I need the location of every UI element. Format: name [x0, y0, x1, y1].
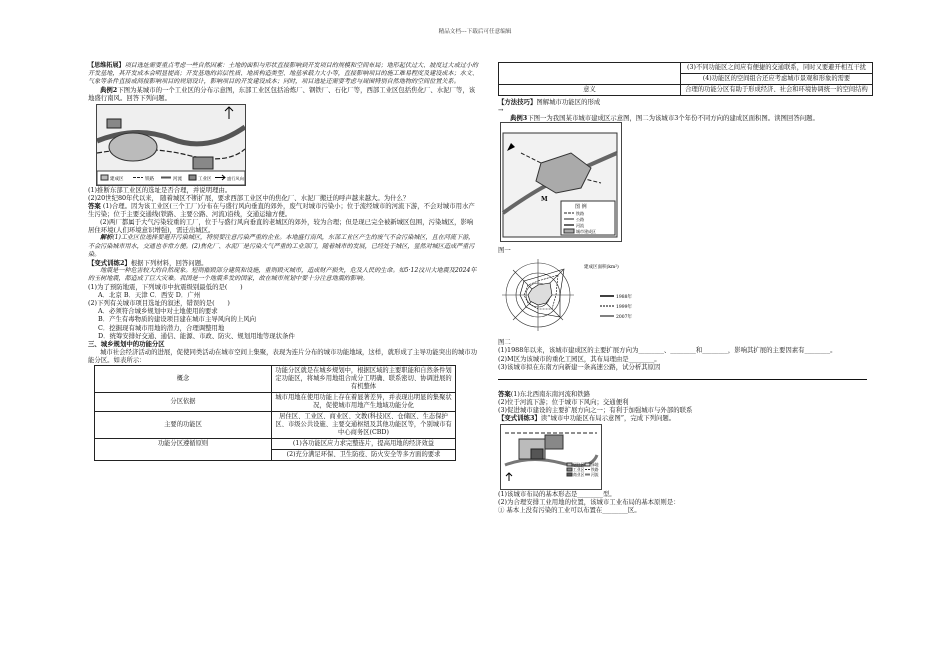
table-head: 意义: [499, 85, 681, 96]
variation-q2: (2)下列有关城市项目选址的叙述，错误的是( ): [88, 299, 230, 308]
method-title: 【方法技巧】: [498, 98, 537, 106]
answer-label: 答案: [88, 202, 101, 211]
option-c: C．挖掘现有城市用地的潜力，合理调整用地: [98, 323, 225, 332]
variation-3: [498, 414, 873, 422]
example3-label: 典例3: [510, 114, 528, 123]
figure1-caption: 图一: [498, 246, 511, 255]
table-cell: 功能分区就是在城乡规划中，根据区域的主要职能和自然条件划定功能区，将城乡用地组合成分工明确、联系密切、协调进展的有机整体: [272, 365, 456, 392]
material: 地震是一种危害较大的自然现象。短则摧毁部分建筑和设施，重则毁灭城市，造成财产损失，危及人民的生命。如5·12汶川大地震及2024年的玉树地震，都造成了巨大灾难。我国是一个地震多发的国家，故在城市规划中要十分注意地震的影响。: [88, 266, 477, 282]
city-map-svg: [501, 123, 621, 241]
method-text: 图解城市功能区的形成: [536, 98, 601, 106]
table-cell: (4)功能区的空间组合还应考虑城市景观和形象的需要: [681, 74, 873, 85]
wind-arrow-icon: [506, 473, 512, 481]
table-head: 功能分区遵循原则: [95, 438, 272, 460]
variation-q1: (1)该城市布局的基本形态是________型。: [498, 490, 616, 499]
answer-blank-line: [498, 371, 867, 380]
direction-area-chart: [498, 254, 678, 336]
analysis: [88, 234, 478, 258]
answer-label: 答案: [498, 389, 511, 398]
function-zone-table: [94, 365, 456, 461]
variation-2: [88, 259, 478, 267]
answer-1-text: (1)合理。因为该工业区(三个工厂)分布在与盛行风向垂直的郊外，废气对城市污染小；位于流经城市的河流下游，不会对城市用水产生污染；位于主要交通线(铁路、主要公路、河流)沿线，交通运输方便。: [88, 202, 475, 219]
function-zone-map: [500, 424, 602, 490]
variation-2-text: 根据下列材料，回答问题。: [130, 258, 208, 267]
example3: [498, 114, 873, 122]
arrow-glyph: →: [498, 106, 504, 115]
series-1999: 1999年: [616, 305, 632, 311]
map-legend-1: 铁路: [576, 211, 584, 217]
variation-3-text: 读“城市中功能区布局示意图”，完成下列问题。: [540, 414, 676, 423]
example3-text: 下图一为我国某市城市建成区示意图，图二为该城市3个年份不同方向的建成区面积图。读图回答问题。: [527, 114, 819, 123]
section-3-heading: 三、城乡规划中的功能分区: [88, 339, 165, 348]
map-legend-2: 公路: [576, 217, 584, 223]
industrial-zone: [545, 435, 563, 449]
question-3: (3)该城市拟在东南方向新建一条高速公路，试分析其原因: [498, 362, 661, 371]
answer-2: (2)两厂都属于大气污染较重的工厂，位于与盛行风向垂直的老城区的郊外，较为合理；但是现已完全被新城区包围，污染城区，影响居住环境(人们环境意识增强)，需迁出城区。: [88, 218, 474, 235]
table-cell: (2)充分满足环保、卫生防疫、防火安全等多方面的要求: [272, 449, 456, 460]
question-2: (2)M区为该城市的重化工园区，其布局理由是________。: [498, 354, 661, 363]
legend-3: 河流: [173, 176, 182, 182]
option-b: B．产生有毒物质的建设项目建在城市主导风向的上风向: [98, 315, 257, 324]
industrial-zone-map: [96, 104, 246, 186]
table-cell: 城市用地在使用功能上存在着显著差异，并表现出明显的集聚状况，促使城市用地产生地域功能分化: [272, 392, 456, 411]
map-legend-4: 城市建成区: [576, 229, 596, 235]
variation-q1-options: A．北京 B．天津 C．西安 D．广州: [98, 291, 201, 300]
answer-1: [498, 390, 873, 398]
map-legend-3: 河流: [576, 223, 584, 229]
zone-legend-3: 商业区: [573, 472, 585, 478]
series-2007: 2007年: [616, 315, 632, 321]
question-1: (1)1988年以来，该城市建成区的主要扩展方向为________、________和________，影响其扩展的主要因素有________。: [498, 346, 837, 355]
legend-1: 建成区: [110, 176, 124, 182]
map-legend-title: 图 例: [575, 204, 587, 211]
table-head: [499, 63, 681, 85]
table-cell: (3)不同功能区之间应有便捷的交通联系，同时又要避开相互干扰: [681, 63, 873, 74]
table-row: [499, 63, 873, 74]
series-1988: 1988年: [616, 295, 632, 301]
legend-5: 盛行风向: [227, 175, 244, 181]
example2-label: 典例2: [100, 85, 118, 94]
analysis-label: 解析: [100, 234, 113, 242]
table-head: 分区依据: [95, 392, 272, 411]
industrial-zone-map-svg: [97, 105, 245, 185]
section-3-text: 城市社会经济活动的进展，促使同类活动在城市空间上集聚，表现为连片分布的城市功能地域，这样，就形成了主导功能突出的城市功能分区。如表所示：: [88, 347, 478, 364]
option-d: D．统筹安排好交通、通信、能源、市政、防灾、规划用地等现状条件: [98, 331, 295, 340]
analysis-text: (1)工业区位选择要避开污染城区，特别要注意污染严重的企业。本地盛行南风，东部工业区产生的废气不会污染城区，且在河流下游，不会污染城市用水，交通也非常方便。(2)焦化厂、水泥厂是污染大气严重的工业部门，随着城市的发展，已经处于城区，显然对城区造成严重污染。: [88, 234, 475, 258]
zone-legend-5: 铁路: [591, 467, 599, 473]
table-row: [499, 85, 873, 96]
table-head: 概念: [95, 365, 272, 392]
page-header: 精品文档---下载后可任意编辑: [438, 29, 512, 35]
variation-q2: (2)为合理安排工业用地的位置，该城市工业布局的基本原则是：: [498, 498, 680, 507]
option-a: A．必须符合城乡规划中对土地使用的要求: [98, 307, 218, 316]
city-built-up-map: [500, 122, 622, 242]
table-cell: 合理的功能分区有助于形成经济、社会和环境协调统一的空间结构: [681, 85, 873, 96]
legend-2: 铁路: [145, 176, 154, 182]
function-zone-map-svg: [501, 425, 601, 489]
thinking-paragraph: [88, 62, 478, 86]
legend-4: 工业区: [198, 176, 212, 182]
example2-text: 下图为某城市的一个工业区的分布示意图，东部工业区包括冶炼厂、钢铁厂、石化厂等，西部工业区包括焦化厂、水泥厂等，该地盛行南风。回答下列问题。: [88, 85, 476, 102]
built-up-area: [109, 133, 157, 161]
table-cell: (1)各功能区应力求完整连片，提高用地的经济效益: [272, 438, 456, 449]
variation-3-title: 【变式训练3】: [498, 414, 541, 423]
answer-1: [88, 202, 478, 218]
west-industrial-area: [107, 119, 121, 128]
answer-3: (3)促进城市建设的主要扩展方向之一；有利于加强城市与外部的联系: [498, 405, 693, 414]
east-industrial-area: [193, 157, 213, 169]
function-zone-table-continued: [498, 62, 873, 96]
table-head: 主要的功能区: [95, 411, 272, 438]
zone-legend-6: 河流: [591, 472, 599, 478]
answer-2: (2)位于河流下游；位于城市下风向；交通便利: [498, 397, 629, 406]
table-row: [95, 392, 456, 411]
thinking-body: 项目选址需要重点考虑一些自然因素：土地的面积与形状直接影响到开发项目的规模和空间布局；地形起伏过大、坡度过大或过小的开发基地，其开发成本会明显提高；开发基地的岩层性质、地质构造类型、地基承载力大小等，直接影响项目的施工难易程度及建设成本；水文、气象等条件直接或间接影响项目的规划设计，影响项目的开发建设成本；同时，项目选址还需要考虑与周围特别自然地物的空间位置关系。: [88, 62, 478, 85]
left-column: [88, 62, 478, 461]
zone-legend-4: 绿地: [591, 462, 599, 468]
commercial-zone: [531, 449, 543, 459]
right-column: [498, 62, 873, 514]
table-row: [95, 411, 456, 438]
variation-q2a: ① 基本上没有污染的工业可以布置在________区。: [498, 506, 641, 515]
zone-legend-1: 居住区: [573, 462, 585, 468]
question-2: (2)20世纪80年代以来， 随着城区不断扩展，要求西部工业区中的焦化厂、水泥厂搬迁的呼声越来越大。为什么？: [88, 194, 410, 202]
answer-1-text: (1)东北西南东南河流和铁路: [510, 389, 591, 398]
question-1: (1)推断东部工业区的选址是否合理，并说明理由。: [88, 185, 232, 194]
svg-text:M: M: [541, 196, 548, 204]
chart-title: 建成区面积(km²): [584, 265, 619, 271]
thinking-title: 【思维拓展】: [88, 62, 125, 69]
variation-q1: (1)为了预防地震，下列城市中抗震级别最低的是( ): [88, 283, 243, 292]
method-tip: [498, 98, 873, 106]
zone-legend-2: 工业区: [573, 467, 585, 473]
variation-2-title: 【变式训练2】: [88, 258, 131, 267]
example2: [88, 86, 478, 102]
table-cell: 居住区、工业区、商业区、文教(科技)区、仓储区、生态保护区、市级公共设施、主要交通枢纽及其他功能区等，个别城市有中心商务区(CBD): [272, 411, 456, 438]
figure2-caption: 图二: [498, 338, 511, 347]
table-row: [95, 365, 456, 392]
table-row: [95, 438, 456, 449]
